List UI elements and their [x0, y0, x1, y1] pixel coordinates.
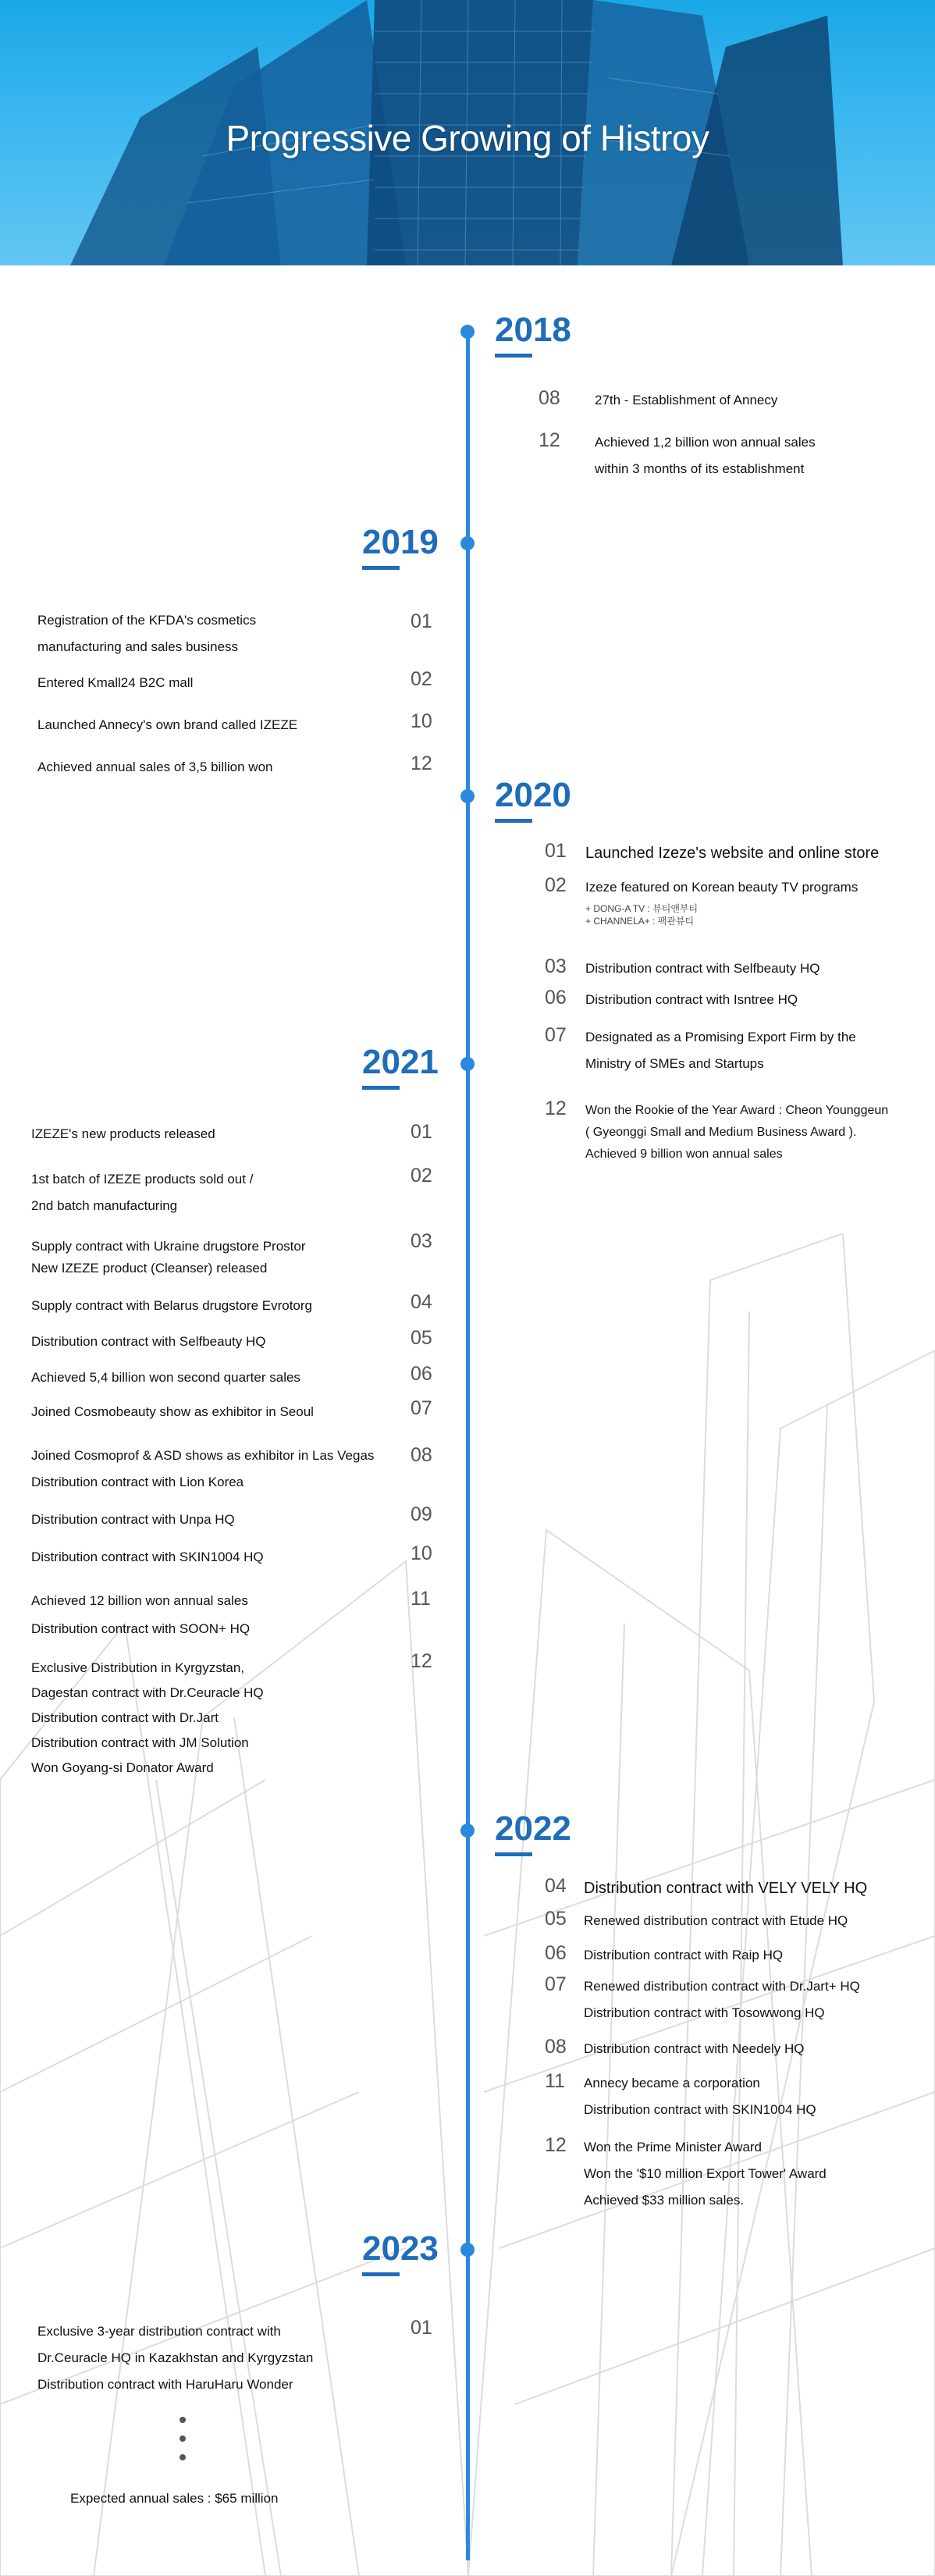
- event-text: Distribution contract with SKIN1004 HQ: [31, 1550, 264, 1564]
- event-text: Achieved 1,2 billion won annual sales: [595, 435, 816, 450]
- event-text: Distribution contract with VELY VELY HQ: [584, 1880, 868, 1897]
- month-label: 12: [545, 2134, 567, 2156]
- month-label: 10: [411, 710, 432, 732]
- month-label: 05: [545, 1908, 567, 1930]
- timeline-line: [466, 328, 470, 2560]
- event-text: Dr.Ceuracle HQ in Kazakhstan and Kyrgyzstan: [37, 2350, 314, 2365]
- month-label: 04: [411, 1291, 432, 1313]
- month-label: 03: [545, 955, 567, 977]
- event-text: Won the Prime Minister Award: [584, 2140, 763, 2154]
- timeline-dot-2019: [460, 536, 475, 550]
- month-label: 06: [411, 1363, 432, 1385]
- month-label: 08: [545, 2036, 567, 2058]
- year-heading-2022: 2022: [495, 1809, 571, 1848]
- month-label: 12: [411, 1650, 432, 1672]
- year-heading-2021: 2021: [362, 1043, 439, 1081]
- event-text: Distribution contract with SKIN1004 HQ: [584, 2102, 816, 2117]
- event-text: Achieved 9 billion won annual sales: [585, 1147, 783, 1161]
- event-text: Distribution contract with Isntree HQ: [585, 992, 798, 1007]
- month-label: 11: [545, 2070, 565, 2092]
- event-text: Achieved 12 billion won annual sales: [31, 1593, 248, 1608]
- page-title: Progressive Growing of Histroy: [226, 118, 709, 158]
- month-label: 07: [545, 1973, 567, 1995]
- month-label: 02: [411, 668, 432, 690]
- month-label: 05: [411, 1327, 432, 1349]
- month-label: 12: [545, 1098, 567, 1119]
- event-text: Distribution contract with Dr.Jart: [31, 1710, 219, 1725]
- month-label: 12: [411, 753, 432, 774]
- month-label: 11: [411, 1588, 431, 1610]
- timeline-dot-2023: [460, 2243, 475, 2257]
- event-text: Distribution contract with Selfbeauty HQ: [31, 1334, 266, 1349]
- event-text: Distribution contract with Unpa HQ: [31, 1512, 235, 1527]
- month-label: 04: [545, 1875, 567, 1897]
- event-text: Achieved annual sales of 3,5 billion won: [37, 760, 273, 774]
- event-text: Launched Annecy's own brand called IZEZE: [37, 717, 298, 732]
- event-text: Annecy became a corporation: [584, 2076, 760, 2090]
- event-text: 1st batch of IZEZE products sold out /: [31, 1172, 254, 1187]
- month-label: 01: [411, 2317, 432, 2339]
- event-text: Achieved 5,4 billion won second quarter sales: [31, 1370, 300, 1385]
- year-heading-2020: 2020: [495, 776, 571, 814]
- event-text: 27th - Establishment of Annecy: [595, 393, 778, 407]
- event-text: Joined Cosmoprof & ASD shows as exhibitor in Las Vegas: [31, 1448, 375, 1463]
- hero-banner: [0, 0, 935, 265]
- month-label: 01: [545, 840, 567, 862]
- event-text: Supply contract with Ukraine drugstore Prostor: [31, 1239, 306, 1254]
- event-text: ( Gyeonggi Small and Medium Business Award ).: [585, 1126, 857, 1139]
- event-text: Ministry of SMEs and Startups: [585, 1056, 764, 1071]
- event-subtext: + CHANNELA+ : 팩관뷰티: [585, 916, 695, 927]
- timeline-dot-2021: [460, 1057, 475, 1071]
- month-label: 01: [411, 1121, 432, 1143]
- event-text: within 3 months of its establishment: [595, 461, 805, 476]
- event-text: Won the Rookie of the Year Award : Cheon Younggeun: [585, 1104, 889, 1117]
- event-text: manufacturing and sales business: [37, 639, 239, 654]
- month-label: 06: [545, 987, 567, 1009]
- event-text: IZEZE's new products released: [31, 1126, 215, 1141]
- event-text: Izeze featured on Korean beauty TV programs: [585, 880, 859, 895]
- event-text: Distribution contract with HaruHaru Wonder: [37, 2377, 293, 2392]
- event-text: New IZEZE product (Cleanser) released: [31, 1261, 268, 1276]
- year-heading-2018: 2018: [495, 311, 571, 349]
- event-text: Distribution contract with Tosowwong HQ: [584, 2005, 825, 2020]
- event-text: Joined Cosmobeauty show as exhibitor in Seoul: [31, 1404, 314, 1419]
- event-text: Distribution contract with JM Solution: [31, 1735, 249, 1750]
- event-text: 2nd batch manufacturing: [31, 1198, 178, 1213]
- expected-sales-text: Expected annual sales : $65 million: [70, 2491, 279, 2506]
- month-label: 10: [411, 1542, 432, 1564]
- event-text: Dagestan contract with Dr.Ceuracle HQ: [31, 1685, 264, 1700]
- month-label: 03: [411, 1230, 432, 1252]
- event-text: Distribution contract with Lion Korea: [31, 1475, 244, 1489]
- event-text: Won the '$10 million Export Tower' Award: [584, 2166, 827, 2181]
- event-text: Launched Izeze's website and online store: [585, 845, 880, 862]
- event-text: Distribution contract with Raip HQ: [584, 1948, 784, 1962]
- month-label: 02: [411, 1165, 432, 1187]
- month-label: 06: [545, 1942, 567, 1964]
- year-heading-2019: 2019: [362, 523, 439, 561]
- timeline-dot-2020: [460, 789, 475, 803]
- month-label: 07: [545, 1024, 567, 1046]
- event-text: Exclusive Distribution in Kyrgyzstan,: [31, 1660, 245, 1675]
- year-heading-2023: 2023: [362, 2229, 439, 2268]
- month-label: 02: [545, 874, 567, 896]
- event-text: Distribution contract with Needely HQ: [584, 2041, 805, 2056]
- timeline-dot-2018: [460, 325, 475, 339]
- event-text: Distribution contract with SOON+ HQ: [31, 1621, 251, 1636]
- month-label: 08: [539, 387, 560, 409]
- timeline-dot-2022: [460, 1823, 475, 1838]
- event-text: Entered Kmall24 B2C mall: [37, 675, 194, 690]
- event-text: Won Goyang-si Donator Award: [31, 1760, 214, 1775]
- event-text: Exclusive 3-year distribution contract with: [37, 2324, 281, 2339]
- event-text: Distribution contract with Selfbeauty HQ: [585, 961, 820, 976]
- month-label: 07: [411, 1397, 432, 1419]
- month-label: 12: [539, 429, 560, 451]
- event-subtext: + DONG-A TV : 뷰티앤부티: [585, 903, 699, 914]
- event-text: Registration of the KFDA's cosmetics: [37, 613, 257, 628]
- event-text: Renewed distribution contract with Etude HQ: [584, 1913, 848, 1928]
- event-text: Supply contract with Belarus drugstore Evrotorg: [31, 1298, 313, 1313]
- event-text: Designated as a Promising Export Firm by the: [585, 1030, 856, 1044]
- event-text: Renewed distribution contract with Dr.Jart+ HQ: [584, 1979, 860, 1994]
- month-label: 01: [411, 610, 432, 632]
- month-label: 09: [411, 1503, 432, 1525]
- month-label: 08: [411, 1444, 432, 1466]
- event-text: Achieved $33 million sales.: [584, 2193, 745, 2208]
